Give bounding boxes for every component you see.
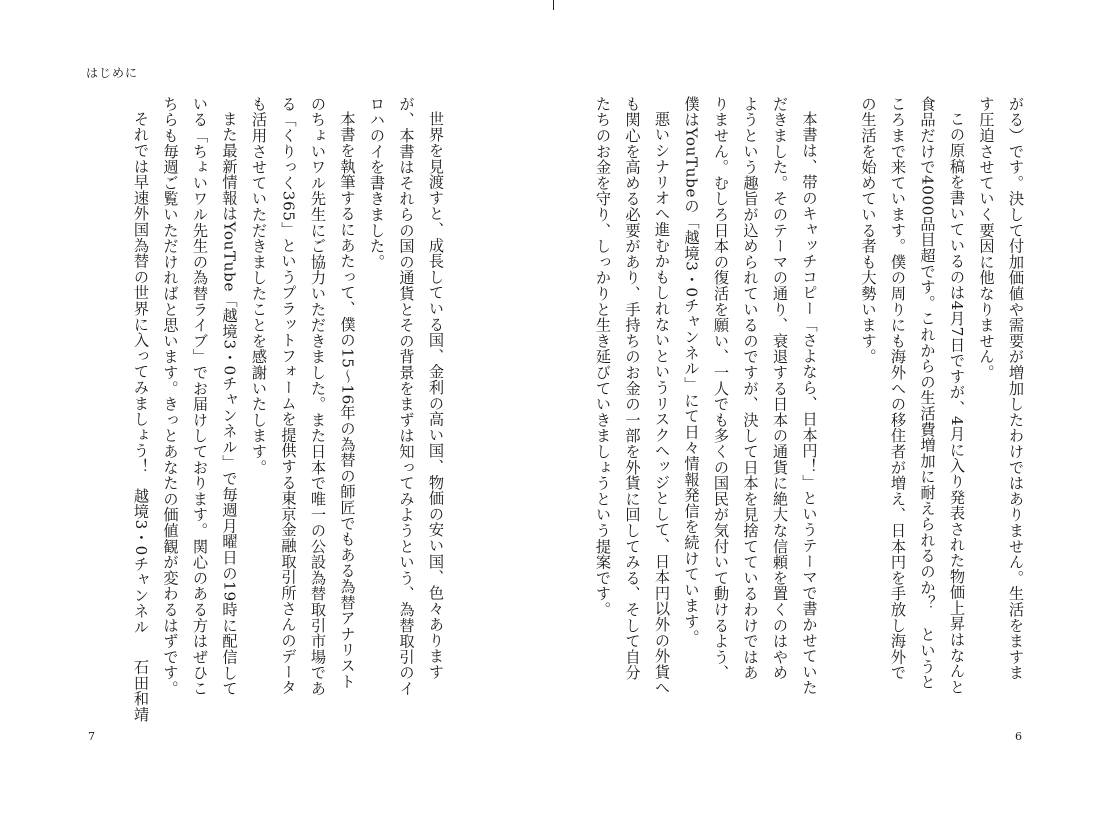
signature-affiliation: 越境3・0チャンネル xyxy=(132,488,150,635)
signature-name: 石田和靖 xyxy=(132,659,150,723)
right-paragraph-4: 悪いシナリオへ進むかもしれないというリスクヘッジとして、日本円以外の外貨へも関心を高める必要があり、手持ちのお金の一部を外貨に回してみる、そして自分たちのお金を守り、しっかりと生き延びていきましょうという提案です。 xyxy=(594,96,671,696)
paragraph-gap xyxy=(824,96,854,696)
right-paragraph-3: 本書は、帯のキャッチコピー「さよなら、日本円！」というテーマで書かせていただきました。そのテーマの通り、衰退する日本の通貨に絶大な信頼を置くのはやめようという趣旨が込められているのですが、決して日本を見捨てているわけではありません。むしろ日本の復活を願い、一人でも多くの国民が気付いて動けるよう、僕はYouTubeの「越境3・0チャンネル」にて日々情報発信を続けています。 xyxy=(682,96,819,696)
gutter-crop-mark xyxy=(553,0,554,10)
page-number-right: 6 xyxy=(1015,730,1022,743)
running-header: はじめに xyxy=(86,66,139,80)
right-paragraph-2: この原稿を書いているのは4月7日ですが、4月に入り発表された物価上昇はなんと食品だけで4000品目超です。これからの生活費増加に耐えられるのか？ というところまで来ています。僕の周りにも海外への移住者が増え、日本円を手放し海外での生活を始めている者も大勢います。 xyxy=(859,96,966,695)
left-paragraph-4: それでは早速外国為替の世界に入ってみましょう！ xyxy=(132,111,150,475)
author-signature xyxy=(131,488,152,722)
left-paragraph-1: 世界を見渡すと、成長している国、金利の高い国、物価の安い国、色々ありますが、本書はそれらの国の通貨とその背景をまずは知ってみようという、為替取引のイロハのイを書きました。 xyxy=(368,96,445,697)
left-paragraph-2: 本書を執筆するにあたって、僕の15～16年の為替の師匠でもある為替アナリストのちょいワル先生にご協力いただきました。また日本で唯一の公設為替取引市場である「くりっく365」というプラットフォームを提供する東京金融取引所さんのデータも活用させていただきましたことを感謝いたします。 xyxy=(250,96,357,697)
left-paragraph-3: また最新情報はYouTube「越境3・0チャンネル」で毎週月曜日の19時に配信している「ちょいワル先生の為替ライブ」でお届けしております。関心のある方はぜひこちらも毎週ご覧いただければと思います。きっとあなたの価値観が変わるはずです。 xyxy=(161,96,239,697)
right-paragraph-1: がる）です。決して付加価値や需要が増加したわけではありません。生活をますます圧迫させていく要因に他なりません。 xyxy=(977,96,1025,681)
right-page-body xyxy=(594,96,1030,696)
page-number-left: 7 xyxy=(88,730,95,743)
